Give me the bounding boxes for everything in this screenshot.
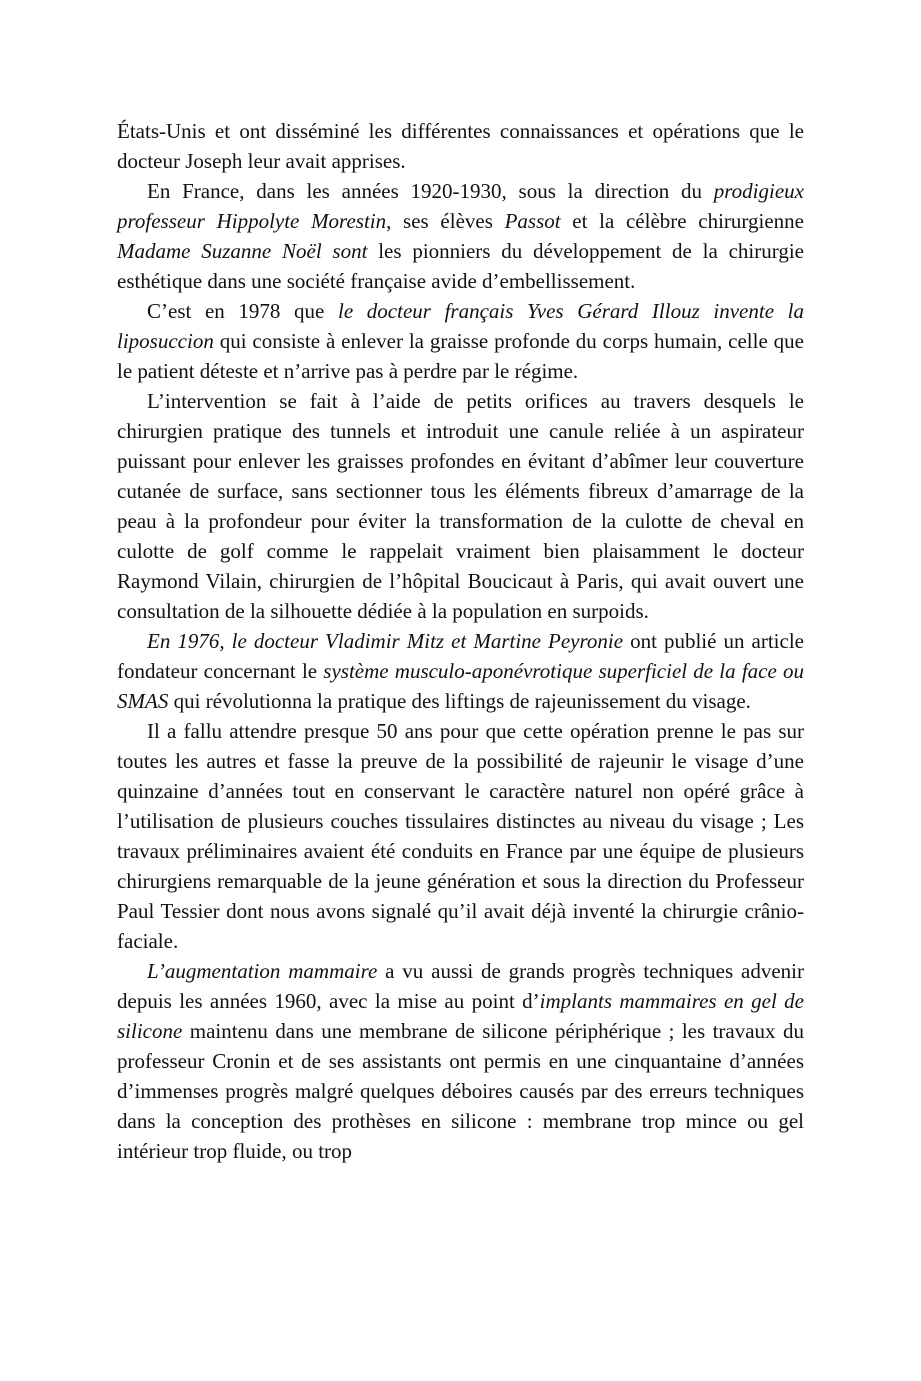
text-run: ont publié un article fondateur concernant le	[117, 629, 804, 683]
document-page	[117, 116, 804, 1166]
italic-run: Madame Suzanne Noël sont	[117, 239, 368, 263]
text-run: Il a fallu attendre presque 50 ans pour que cette opération prenne le pas sur toutes les autres et fasse la preuve de la possibilité de rajeunir le visage d’une quinzaine d’années tout en conservant le caractère naturel non opéré grâce à l’utilisation de plusieurs couches tissulaires distinctes au niveau du visage ; Les travaux préliminaires avaient été conduits en France par une équipe de plusieurs chirurgiens remarquable de la jeune génération et sous la direction du Professeur Paul Tessier dont nous avons signalé qu’il avait déjà inventé la chirurgie crânio-faciale.	[117, 719, 804, 953]
italic-run: L’augmentation mammaire	[147, 959, 378, 983]
text-run: qui révolutionna la pratique des liftings de rajeunissement du visage.	[168, 689, 751, 713]
paragraph-5	[117, 626, 804, 716]
text-run: qui consiste à enlever la graisse profonde du corps humain, celle que le patient déteste et n’arrive pas à perdre par le régime.	[117, 329, 804, 383]
text-run: maintenu dans une membrane de silicone périphérique ; les travaux du professeur Cronin et de ses assistants ont permis en une cinquantaine d’années d’immenses progrès malgré quelques déboires causés par des erreurs techniques dans la conception des prothèses en silicone : membrane trop mince ou gel intérieur trop fluide, ou trop	[117, 1019, 804, 1163]
paragraph-7	[117, 956, 804, 1166]
italic-run: Passot	[504, 209, 561, 233]
text-run: États-Unis et ont disséminé les différentes connaissances et opérations que le docteur Joseph leur avait apprises.	[117, 119, 804, 173]
italic-run: En 1976, le docteur Vladimir Mitz et Martine Peyronie	[147, 629, 624, 653]
text-run: a vu aussi de grands progrès techniques advenir depuis les années 1960, avec la mise au point d’	[117, 959, 804, 1013]
text-run: , ses élèves	[386, 209, 505, 233]
paragraph-6	[117, 716, 804, 956]
paragraph-2	[117, 176, 804, 296]
paragraph-1	[117, 116, 804, 176]
italic-run: système musculo-aponévrotique superficiel de la face ou SMAS	[117, 659, 804, 713]
italic-run: prodigieux professeur Hippolyte Morestin	[117, 179, 804, 233]
text-run: C’est en 1978 que	[147, 299, 338, 323]
text-run: les pionniers du développement de la chirurgie esthétique dans une société française avide d’embellissement.	[117, 239, 804, 293]
italic-run: le docteur français Yves Gérard Illouz invente la liposuccion	[117, 299, 804, 353]
paragraph-3	[117, 296, 804, 386]
text-run: et la célèbre chirurgienne	[560, 209, 804, 233]
italic-run: implants mammaires en gel de silicone	[117, 989, 804, 1043]
paragraph-4	[117, 386, 804, 626]
text-run: En France, dans les années 1920-1930, sous la direction du	[147, 179, 714, 203]
text-run: L’intervention se fait à l’aide de petits orifices au travers desquels le chirurgien pratique des tunnels et introduit une canule reliée à un aspirateur puissant pour enlever les graisses profondes en évitant d’abîmer leur couverture cutanée de surface, sans sectionner tous les éléments fibreux d’amarrage de la peau à la profondeur pour éviter la transformation de la culotte de cheval en culotte de golf comme le rappelait vraiment bien plaisamment le docteur Raymond Vilain, chirurgien de l’hôpital Boucicaut à Paris, qui avait ouvert une consultation de la silhouette dédiée à la population en surpoids.	[117, 389, 804, 623]
